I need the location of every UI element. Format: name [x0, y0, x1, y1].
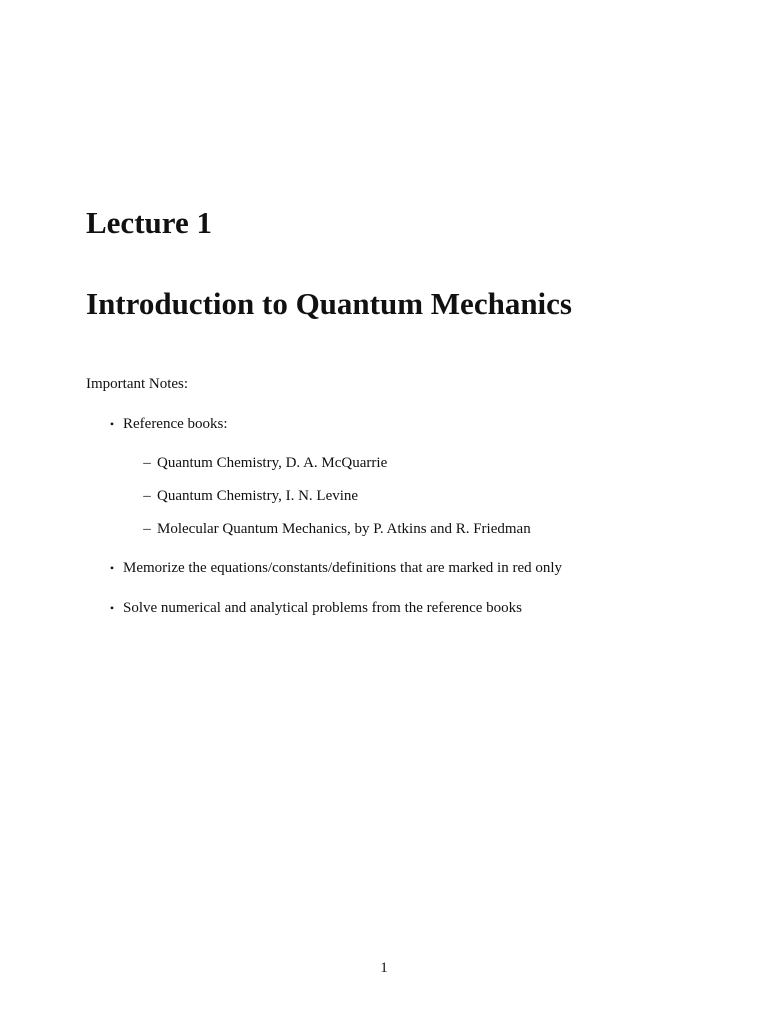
list-item-text: Solve numerical and analytical problems from the reference books	[123, 600, 523, 616]
list-item-text: Memorize the equations/constants/definitions that are marked in red only	[123, 560, 563, 576]
notes-heading: Important Notes:	[86, 376, 189, 392]
sub-list-item-text: Molecular Quantum Mechanics, by P. Atkins and R. Friedman	[157, 521, 531, 537]
dash-marker: –	[143, 455, 151, 471]
bullet-marker: •	[109, 561, 115, 575]
sub-list-item-text: Quantum Chemistry, D. A. McQuarrie	[157, 455, 388, 471]
bullet-marker: •	[109, 601, 115, 615]
page-title: Introduction to Quantum Mechanics	[86, 286, 572, 321]
bullet-marker: •	[109, 417, 115, 431]
list-item-text: Reference books:	[123, 416, 228, 432]
chapter-heading: Lecture 1	[86, 205, 212, 240]
dash-marker: –	[143, 488, 151, 504]
sub-list-item-text: Quantum Chemistry, I. N. Levine	[157, 488, 359, 504]
page-number: 1	[380, 960, 388, 976]
dash-marker: –	[143, 521, 151, 537]
